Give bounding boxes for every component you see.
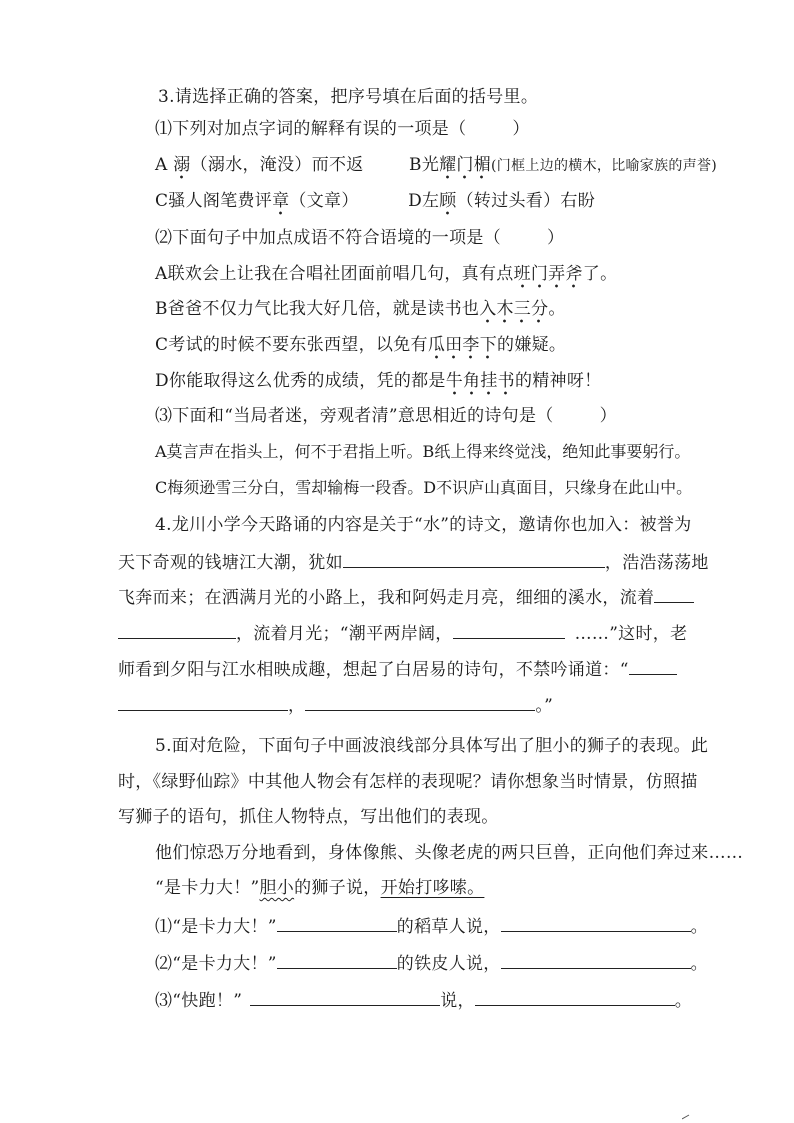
option-c: C骚人阁笔费评章（文章） bbox=[155, 191, 359, 216]
q4-line-4: ，流着月光；“潮平两岸阔， ……”这时，老 bbox=[118, 620, 687, 646]
dotted-word: 章 bbox=[272, 191, 289, 216]
q4-line-1: 4.龙川小学今天路诵的内容是关于“水”的诗文，邀请你也加入：被誉为 bbox=[155, 515, 692, 535]
q5-line-2: 时，《绿野仙踪》中其他人物会有怎样的表现呢？请你想象当时情景，仿照描 bbox=[118, 772, 698, 792]
corner-mark-icon bbox=[682, 1114, 690, 1120]
answer-blank[interactable] bbox=[118, 620, 236, 639]
q3-2-stem: ⑵下面句子中加点成语不符合语境的一项是（ ） bbox=[155, 228, 565, 248]
dotted-word: 入木三分 bbox=[479, 299, 548, 324]
q5-line-1: 5.面对危险，下面句子中画波浪线部分具体写出了胆小的狮子的表现。此 bbox=[155, 736, 709, 756]
answer-blank[interactable] bbox=[277, 913, 397, 932]
answer-blank[interactable] bbox=[501, 950, 691, 969]
answer-blank[interactable] bbox=[277, 950, 397, 969]
answer-blank[interactable] bbox=[250, 987, 440, 1006]
option-b: B光耀门楣(门框上边的横木，比喻家族的声誉) bbox=[409, 155, 717, 175]
q4-line-6: ， 。” bbox=[118, 692, 553, 718]
option-d: D左顾（转过头看）右盼 bbox=[408, 191, 595, 216]
wavy-underlined-word: 胆小 bbox=[259, 878, 295, 898]
q3-1-stem: ⑴下列对加点字词的解释有误的一项是（ ） bbox=[155, 119, 530, 139]
q5-line-3: 写狮子的语句，抓住人物特点，写出他们的表现。 bbox=[118, 807, 499, 827]
underlined-phrase: 开始打哆嗦。 bbox=[380, 878, 485, 898]
q5-item-3: ⑶“快跑！” 说， 。 bbox=[155, 987, 692, 1013]
dotted-word: 班门弄斧 bbox=[514, 264, 583, 289]
answer-blank[interactable] bbox=[475, 987, 675, 1006]
q4-line-2: 天下奇观的钱塘江大潮，犹如 ，浩浩荡荡地 bbox=[118, 549, 709, 575]
q5-line-4: 他们惊恐万分地看到，身体像熊、头像老虎的两只巨兽，正向他们奔过来…… bbox=[155, 843, 744, 863]
answer-blank[interactable] bbox=[501, 913, 691, 932]
dotted-word: 溺 bbox=[173, 155, 190, 180]
q3-1-options-cd bbox=[155, 189, 595, 213]
answer-blank[interactable] bbox=[453, 620, 565, 639]
dotted-word: 牛角挂书 bbox=[446, 371, 515, 396]
q3-3-stem: ⑶下面和“当局者迷，旁观者清”意思相近的诗句是（ ） bbox=[155, 406, 617, 426]
answer-blank[interactable] bbox=[654, 584, 694, 603]
q4-line-3: 飞奔而来；在洒满月光的小路上，我和阿妈走月亮，细细的溪水，流着 bbox=[118, 584, 694, 610]
q3-1-options-ab bbox=[155, 153, 717, 178]
q3-title: 3.请选择正确的答案，把序号填在后面的括号里。 bbox=[158, 87, 539, 107]
answer-blank[interactable] bbox=[343, 549, 605, 568]
scan-mark bbox=[682, 1112, 690, 1123]
answer-blank[interactable] bbox=[118, 692, 288, 711]
q3-3-options-ab: A莫言声在指头上，何不于君指上听。B纸上得来终觉浅，绝知此事要躬行。 bbox=[155, 442, 691, 461]
dotted-word: 耀门楣 bbox=[439, 155, 491, 180]
q4-line-5: 师看到夕阳与江水相映成趣，想起了白居易的诗句，不禁吟诵道：“ bbox=[118, 656, 677, 682]
q3-3-options-cd: C梅须逊雪三分白，雪却输梅一段香。D不识庐山真面目，只缘身在此山中。 bbox=[155, 478, 693, 497]
answer-blank[interactable] bbox=[305, 692, 535, 711]
q3-2-option-a: A联欢会上让我在合唱社团面前唱几句，真有点班门弄斧了。 bbox=[155, 262, 617, 286]
answer-blank[interactable] bbox=[629, 656, 677, 675]
q3-2-option-d: D你能取得这么优秀的成绩，凭的都是牛角挂书的精神呀！ bbox=[155, 369, 601, 393]
option-a: A 溺（溺水，淹没）而不返 bbox=[155, 155, 364, 180]
q5-example: “是卡力大！”胆小的狮子说，开始打哆嗦。 bbox=[155, 878, 485, 898]
q5-item-2: ⑵“是卡力大！” 的铁皮人说， 。 bbox=[155, 950, 708, 976]
q5-item-1: ⑴“是卡力大！” 的稻草人说， 。 bbox=[155, 913, 708, 939]
dotted-word: 顾 bbox=[439, 191, 456, 216]
dotted-word: 瓜田李下 bbox=[428, 335, 497, 360]
q3-2-option-c: C考试的时候不要东张西望，以免有瓜田李下的嫌疑。 bbox=[155, 333, 566, 357]
q3-2-option-b: B爸爸不仅力气比我大好几倍，就是读书也入木三分。 bbox=[155, 297, 566, 321]
